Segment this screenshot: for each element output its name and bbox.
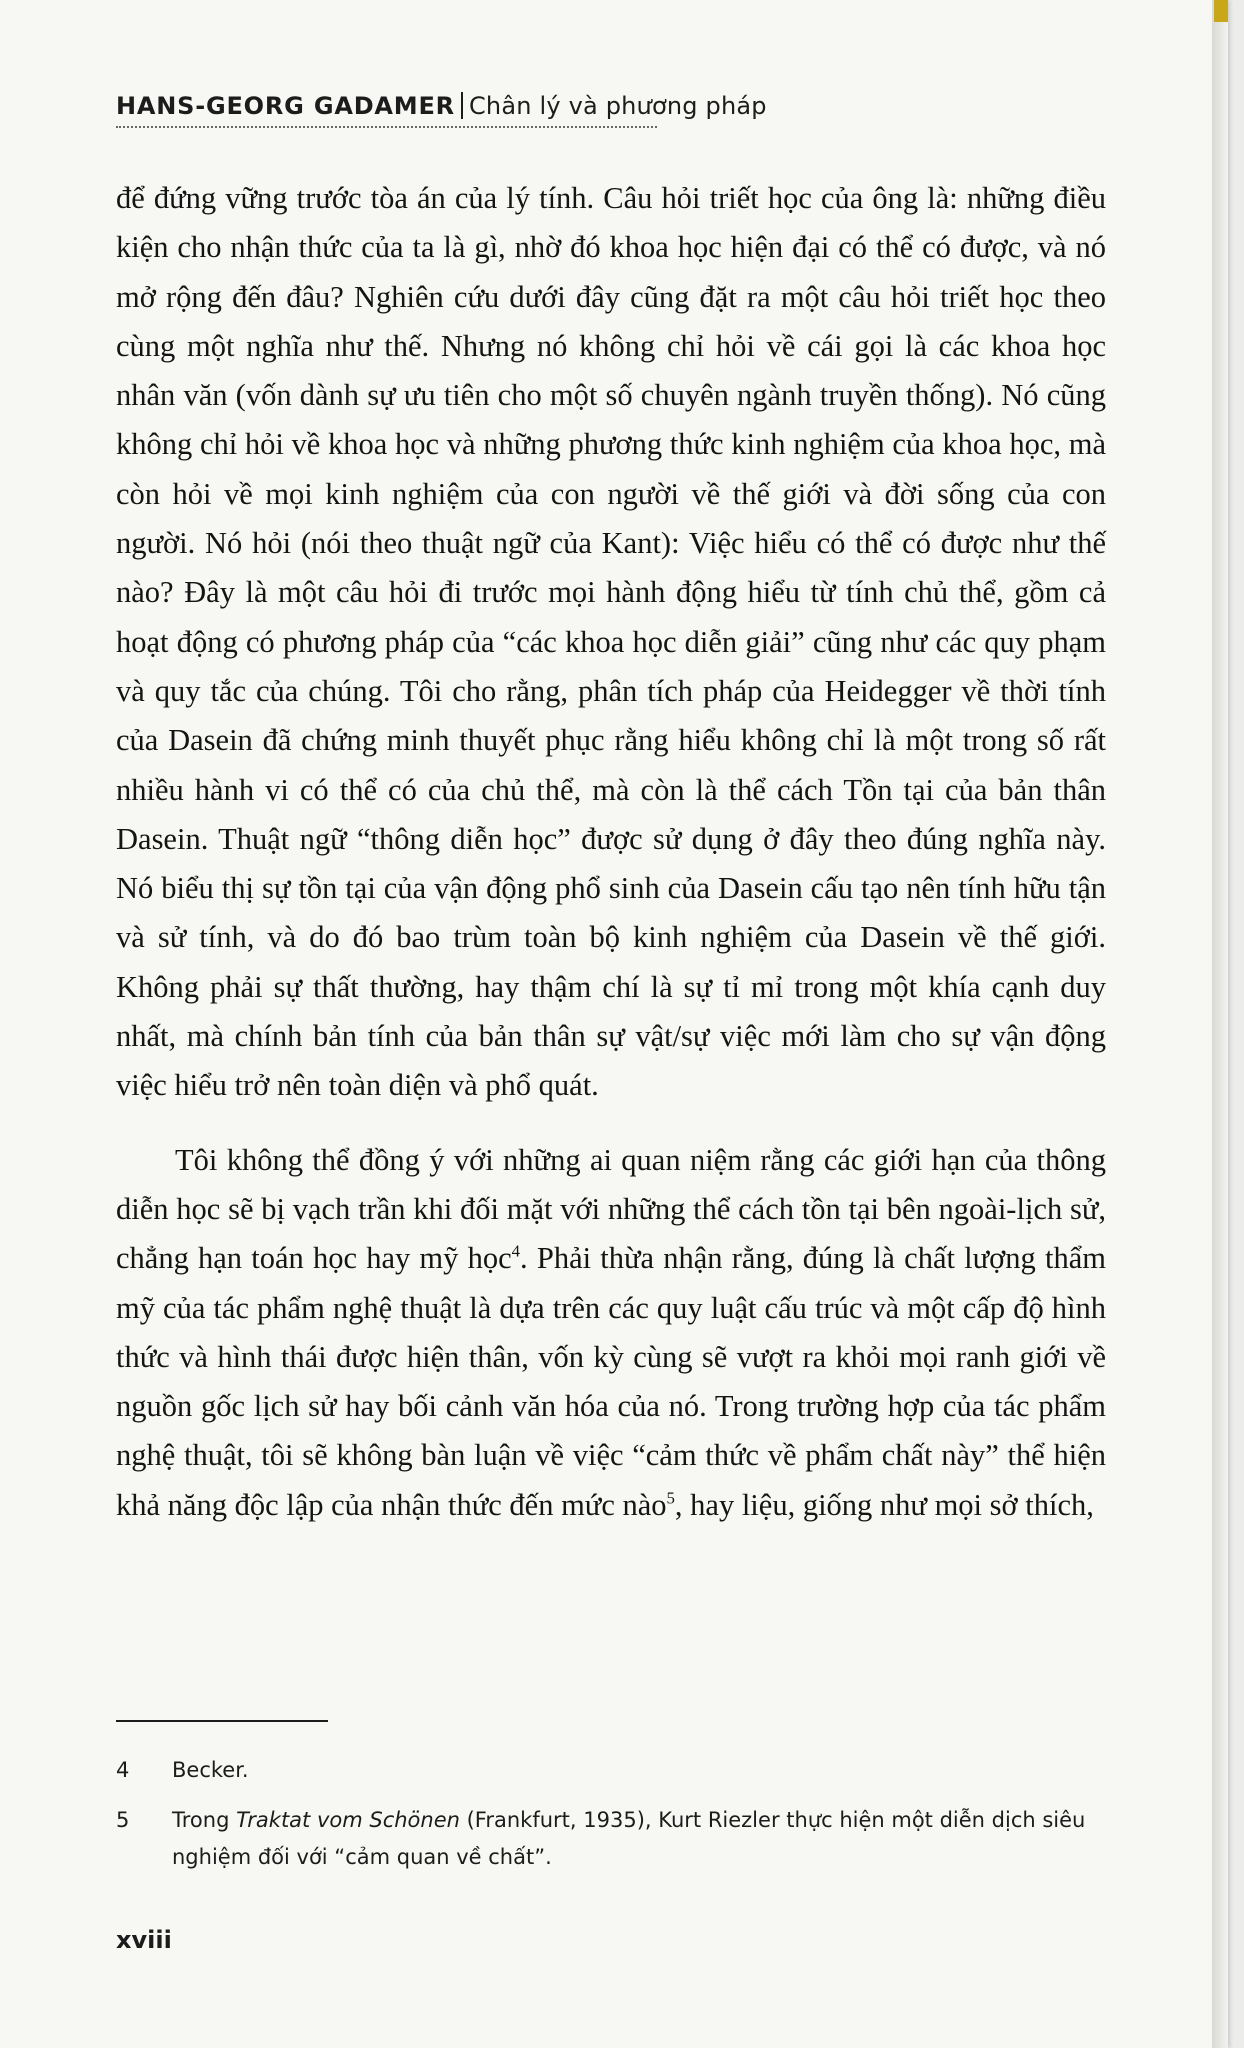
paragraph-2 (116, 1136, 1106, 1530)
footnote-item (116, 1752, 1106, 1789)
footnote-separator (116, 1720, 328, 1722)
footnote-ref-5: 5 (666, 1487, 675, 1507)
footnotes (116, 1752, 1106, 1889)
footnote-text-before: Trong (172, 1808, 237, 1832)
footnote-item (116, 1802, 1106, 1876)
header-separator (461, 92, 463, 119)
footnote-text: Becker. (172, 1758, 249, 1782)
paragraph-2-part-c: , hay liệu, giống như mọi sở thích, (674, 1487, 1094, 1522)
paragraph-1: để đứng vững trước tòa án của lý tính. Câu hỏi triết học của ông là: những điều kiện cho nhận thức của ta là gì, nhờ đó khoa học hiện đại có thể có được, và nó mở rộng đến đâu? Nghiên cứu dưới đây cũng đặt ra một câu hỏi triết học theo cùng một nghĩa như thế. Nhưng nó không chỉ hỏi về cái gọi là các khoa học nhân văn (vốn dành sự ưu tiên cho một số chuyên ngành truyền thống). Nó cũng không chỉ hỏi về khoa học và những phương thức kinh nghiệm của khoa học, mà còn hỏi về mọi kinh nghiệm của con người về thế giới và đời sống của con người. Nó hỏi (nói theo thuật ngữ của Kant): Việc hiểu có thể có được như thế nào? Đây là một câu hỏi đi trước mọi hành động hiểu từ tính chủ thể, gồm cả hoạt động có phương pháp của “các khoa học diễn giải” cũng như các quy phạm và quy tắc của chúng. Tôi cho rằng, phân tích pháp của Heidegger về thời tính của Dasein đã chứng minh thuyết phục rằng hiểu không chỉ là một trong số rất nhiều hành vi có thể có của chủ thể, mà còn là thể cách Tồn tại của bản thân Dasein. Thuật ngữ “thông diễn học” được sử dụng ở đây theo đúng nghĩa này. Nó biểu thị sự tồn tại của vận động phổ sinh của Dasein cấu tạo nên tính hữu tận và sử tính, và do đó bao trùm toàn bộ kinh nghiệm của Dasein về thế giới. Không phải sự thất thường, hay thậm chí là sự tỉ mỉ trong một khía cạnh duy nhất, mà chính bản tính của bản thân sự vật/sự việc mới làm cho sự vận động việc hiểu trở nên toàn diện và phổ quát. (116, 181, 1106, 1103)
body-text (116, 174, 1106, 1530)
footnote-text-after: (Frankfurt, 1935), Kurt Riezler thực hiện một diễn dịch siêu nghiệm đối với “cảm quan về chất”. (172, 1808, 1086, 1869)
footnote-text (172, 1802, 1106, 1876)
footnote-number: 5 (116, 1808, 130, 1832)
header-underline (116, 126, 657, 128)
header-book-title: Chân lý và phương pháp (468, 92, 767, 120)
header-author: HANS-GEORG GADAMER (116, 92, 455, 120)
paragraph-2-part-b: . Phải thừa nhận rằng, đúng là chất lượng thẩm mỹ của tác phẩm nghệ thuật là dựa trên các quy luật cấu trúc và một cấp độ hình thức và hình thái được hiện thân, vốn kỳ cùng sẽ vượt ra khỏi mọi ranh giới về nguồn gốc lịch sử hay bối cảnh văn hóa của nó. Trong trường hợp của tác phẩm nghệ thuật, tôi sẽ không bàn luận về việc “cảm thức về phẩm chất này” thể hiện khả năng độc lập của nhận thức đến mức nào (116, 1241, 1106, 1522)
page-tab-marker (1214, 0, 1228, 22)
footnote-book-title: Traktat vom Schönen (236, 1808, 460, 1832)
running-header (116, 92, 767, 120)
page-edge (1212, 0, 1228, 2048)
page-number: xviii (116, 1926, 172, 1954)
paragraph-2-part-a: Tôi không thể đồng ý với những ai quan niệm rằng các giới hạn của thông diễn học sẽ bị vạch trần khi đối mặt với những thể cách tồn tại bên ngoài-lịch sử, chẳng hạn toán học hay mỹ học (116, 1142, 1106, 1276)
footnote-number: 4 (116, 1758, 130, 1782)
footnote-ref-4: 4 (511, 1241, 521, 1261)
